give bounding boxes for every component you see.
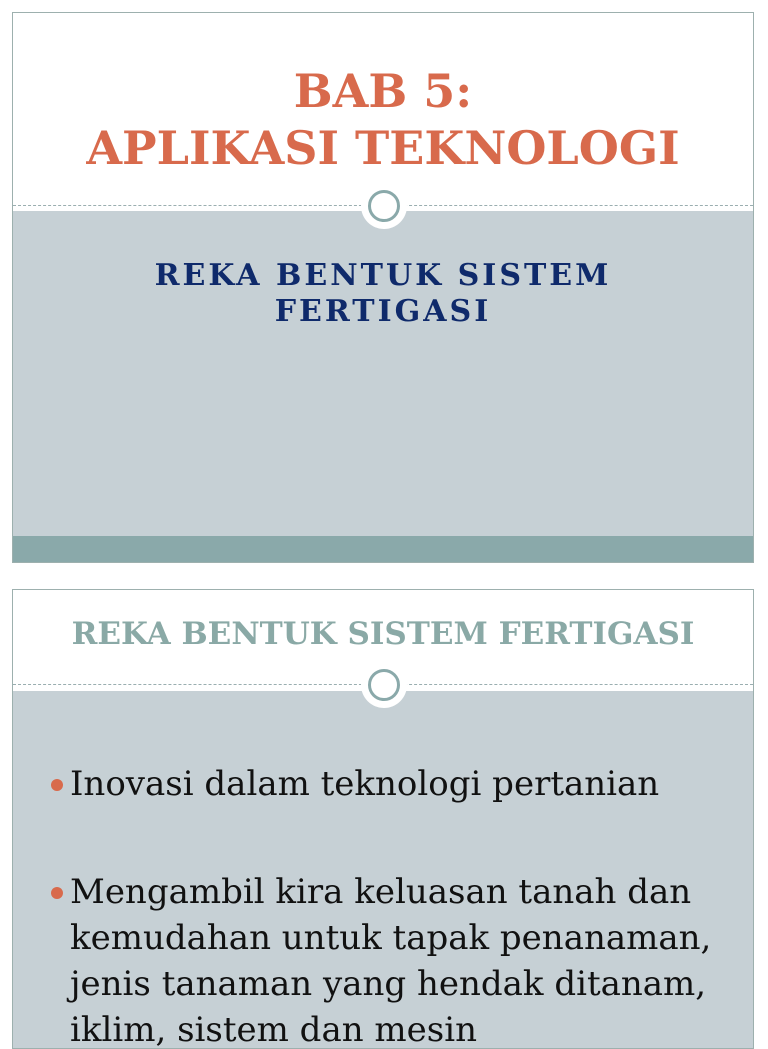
bullet-text: Mengambil kira keluasan tanah dan kemudahan untuk tapak penanaman, jenis tanaman yang hendak ditanam, iklim, sistem dan mesin [70,872,712,1049]
footer-bar [13,536,753,562]
ring-ornament-icon [361,183,407,229]
subtitle-line-2: FERTIGASI [274,294,492,329]
slide-title [12,12,754,563]
main-title [13,63,753,177]
bullet-dot-icon [51,887,63,899]
bullet-list [13,761,753,1049]
subtitle-line-1: REKA BENTUK SISTEM [154,258,612,293]
title-line-1: BAB 5: [293,64,473,118]
slide-content [12,589,754,1049]
slide-title-area [13,13,753,205]
bullet-item [13,761,753,807]
bullet-item [13,869,753,1049]
subtitle [13,258,753,330]
slide-heading: REKA BENTUK SISTEM FERTIGASI [71,616,695,652]
ring-ornament-icon [361,662,407,708]
bullet-text: Inovasi dalam teknologi pertanian [70,764,660,804]
bullet-dot-icon [51,779,63,791]
title-line-2: APLIKASI TEKNOLOGI [86,121,680,175]
